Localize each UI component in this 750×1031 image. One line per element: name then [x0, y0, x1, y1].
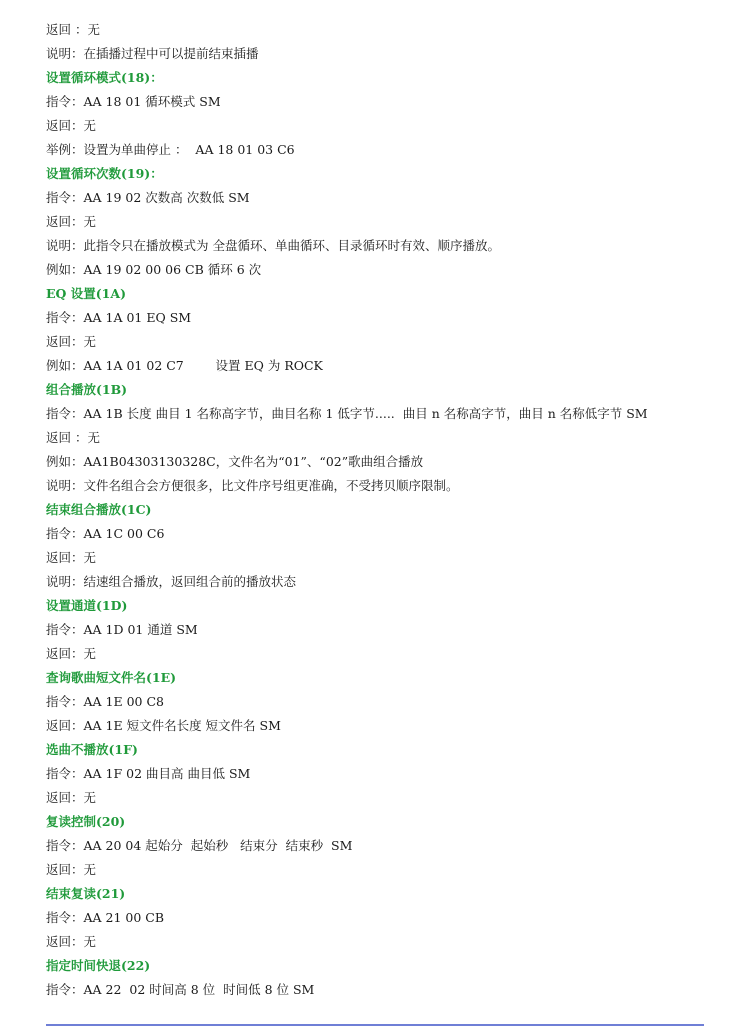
- text-line: 返回：AA 1E 短文件名长度 短文件名 SM: [46, 718, 281, 733]
- text-line: 指令：AA 1B 长度 曲目 1 名称高字节，曲目名称 1 低字节..... 曲目 n 名称高字节，曲目 n 名称低字节 SM: [46, 406, 648, 421]
- text-line: 例如：AA 1A 01 02 C7 设置 EQ 为 ROCK: [46, 358, 323, 373]
- text-line: 例如：AA 19 02 00 06 CB 循环 6 次: [46, 262, 262, 277]
- text-line: 返回 ：无: [46, 22, 100, 37]
- text-line: 说明：在插播过程中可以提前结束插播: [46, 46, 259, 61]
- text-line: 指令：AA 1F 02 曲目高 曲目低 SM: [46, 766, 251, 781]
- section-heading: 设置循环模式(18)：: [46, 70, 163, 85]
- text-line: 指令：AA 1C 00 C6: [46, 526, 165, 541]
- document-body: [46, 18, 726, 1002]
- text-line: 说明：结速组合播放，返回组合前的播放状态: [46, 574, 297, 589]
- section-heading: 组合播放(1B): [46, 382, 128, 397]
- instruction-lines: [46, 18, 726, 1002]
- section-heading: 查询歌曲短文件名(1E): [46, 670, 177, 685]
- text-line: 说明：此指令只在播放模式为 全盘循环、单曲循环、目录循环时有效、顺序播放。: [46, 238, 500, 253]
- text-line: 返回：无: [46, 214, 97, 229]
- text-line: 指令：AA 1D 01 通道 SM: [46, 622, 198, 637]
- section-heading: 结束组合播放(1C): [46, 502, 152, 517]
- text-line: 返回 ：无: [46, 430, 100, 445]
- section-heading: 指定时间快退(22): [46, 958, 151, 973]
- text-line: 指令：AA 18 01 循环模式 SM: [46, 94, 221, 109]
- text-line: 返回：无: [46, 934, 97, 949]
- text-line: 指令：AA 19 02 次数高 次数低 SM: [46, 190, 250, 205]
- section-heading: 设置循环次数(19)：: [46, 166, 163, 181]
- text-line: 返回：无: [46, 334, 97, 349]
- section-heading: EQ 设置(1A): [46, 286, 126, 301]
- text-line: 返回：无: [46, 862, 97, 877]
- text-line: 说明：文件名组合会方便很多，比文件序号组更准确，不受拷贝顺序限制。: [46, 478, 459, 493]
- section-heading: 选曲不播放(1F): [46, 742, 138, 757]
- section-heading: 设置通道(1D): [46, 598, 128, 613]
- page-footer-rule: [46, 1024, 704, 1026]
- text-line: 返回：无: [46, 646, 97, 661]
- text-line: 指令：AA 22 02 时间高 8 位 时间低 8 位 SM: [46, 982, 315, 997]
- text-line: 返回：无: [46, 790, 97, 805]
- text-line: 指令：AA 1A 01 EQ SM: [46, 310, 192, 325]
- section-heading: 结束复读(21): [46, 886, 126, 901]
- text-line: 返回：无: [46, 550, 97, 565]
- section-heading: 复读控制(20): [46, 814, 126, 829]
- text-line: 指令：AA 1E 00 C8: [46, 694, 164, 709]
- text-line: 例如：AA1B04303130328C，文件名为“01”、“02”歌曲组合播放: [46, 454, 424, 469]
- text-line: 指令：AA 21 00 CB: [46, 910, 165, 925]
- text-line: 举例：设置为单曲停止 ： AA 18 01 03 C6: [46, 142, 295, 157]
- text-line: 返回：无: [46, 118, 97, 133]
- text-line: 指令：AA 20 04 起始分 起始秒 结束分 结束秒 SM: [46, 838, 353, 853]
